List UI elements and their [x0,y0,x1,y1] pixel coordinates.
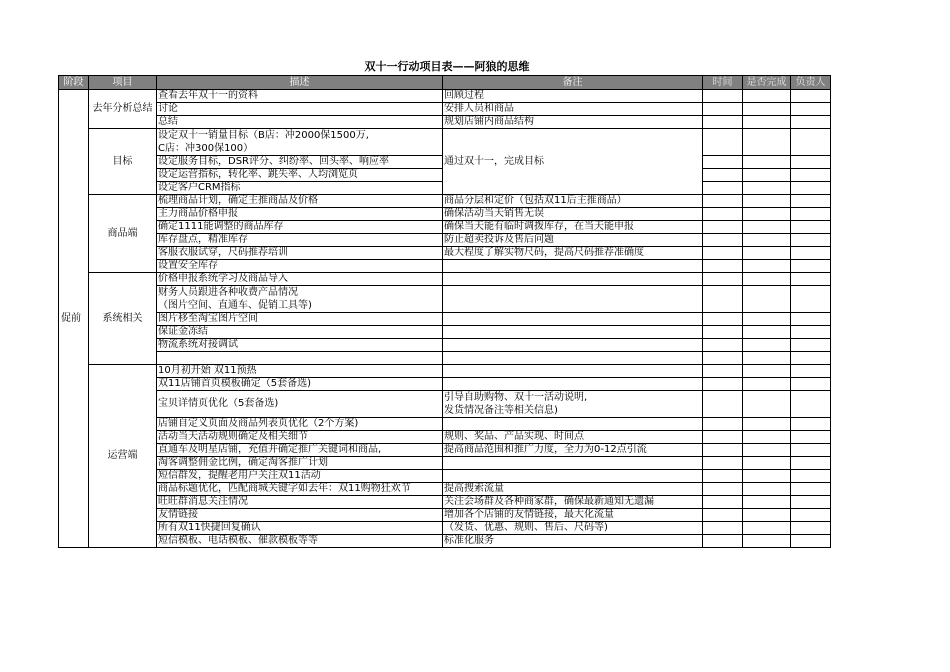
table-row[interactable] [59,286,831,313]
owner-cell[interactable] [791,418,831,431]
table-row[interactable] [59,431,831,444]
done-cell[interactable] [743,234,791,247]
time-cell[interactable] [703,483,743,496]
time-cell[interactable] [703,339,743,352]
time-cell[interactable] [703,535,743,548]
header-time: 时间 [703,76,743,90]
note-cell: 标准化服务 [443,535,703,548]
note-cell [443,313,703,326]
desc-cell: 总结 [157,116,443,129]
time-cell[interactable] [703,90,743,103]
owner-cell[interactable] [791,326,831,339]
header-done: 是否完成 [743,76,791,90]
note-cell: 最大程度了解实物尺码，提高尺码推荐准确度 [443,247,703,260]
table-row[interactable] [59,326,831,339]
owner-cell[interactable] [791,129,831,156]
done-cell[interactable] [743,444,791,457]
desc-cell: 所有双11快捷回复确认 [157,522,443,535]
note-cell: 回顾过程 [443,90,703,103]
desc-cell: 库存盘点，精准库存 [157,234,443,247]
desc-cell: 主力商品价格申报 [157,208,443,221]
desc-cell: 直通车及明星店铺，充值并确定推广关键词和商品, [157,444,443,457]
desc-cell [157,129,443,156]
desc-cell: 友情链接 [157,509,443,522]
desc-cell: 价格申报系统学习及商品导入 [157,273,443,286]
table-row[interactable] [59,457,831,470]
item-cell: 系统相关 [89,273,157,365]
desc-cell [157,352,443,365]
time-cell[interactable] [703,365,743,378]
note-cell: （发货、优惠、规则、售后、尺码等) [443,522,703,535]
table-row[interactable] [59,221,831,234]
desc-cell: 短信模板、电话模板、催款模板等等 [157,535,443,548]
note-cell [443,470,703,483]
table-row[interactable] [59,129,831,156]
item-cell: 目标 [89,129,157,195]
owner-cell[interactable] [791,339,831,352]
time-cell[interactable] [703,378,743,391]
item-cell: 商品端 [89,195,157,273]
desc-cell: 图片移至淘宝图片空间 [157,313,443,326]
note-cell: 提高商品范围和推广力度，全力为0-12点引流 [443,444,703,457]
done-cell[interactable] [743,509,791,522]
header-row [59,76,831,90]
time-cell[interactable] [703,129,743,156]
time-cell[interactable] [703,522,743,535]
done-cell[interactable] [743,129,791,156]
done-cell[interactable] [743,483,791,496]
desc-cell: 客服衣服试穿，尺码推荐培训 [157,247,443,260]
note-cell: 商品分层和定价（包括双11后主推商品） [443,195,703,208]
owner-cell[interactable] [791,509,831,522]
done-cell[interactable] [743,169,791,182]
done-cell[interactable] [743,90,791,103]
done-cell[interactable] [743,352,791,365]
owner-cell[interactable] [791,522,831,535]
owner-cell[interactable] [791,431,831,444]
table-row[interactable] [59,352,831,365]
time-cell[interactable] [703,156,743,169]
done-cell[interactable] [743,365,791,378]
owner-cell[interactable] [791,182,831,195]
owner-cell[interactable] [791,247,831,260]
time-cell[interactable] [703,208,743,221]
desc-line: 设定双十一销量目标（B店：冲2000保1500万, [158,130,369,141]
note-cell [443,326,703,339]
note-cell [443,378,703,391]
time-cell[interactable] [703,352,743,365]
desc-cell: 设定服务目标，DSR评分、纠纷率、回头率、响应率 [157,156,443,169]
desc-cell: 设定客户CRM指标 [157,182,443,195]
note-cell [443,273,703,286]
note-cell: 增加各个店铺的友情链接，最大化流量 [443,509,703,522]
owner-cell[interactable] [791,483,831,496]
owner-cell[interactable] [791,208,831,221]
owner-cell[interactable] [791,169,831,182]
desc-cell: 设置安全库存 [157,260,443,273]
done-cell[interactable] [743,195,791,208]
time-cell[interactable] [703,169,743,182]
table-row[interactable] [59,208,831,221]
desc-cell: 旺旺群消息关注情况 [157,496,443,509]
time-cell[interactable] [703,391,743,418]
time-cell[interactable] [703,286,743,313]
note-cell: 规划店铺内商品结构 [443,116,703,129]
table-row[interactable] [59,535,831,548]
item-cell: 运营端 [89,365,157,548]
note-cell: 通过双十一，完成目标 [443,129,703,195]
done-cell[interactable] [743,260,791,273]
action-items-table [58,75,831,548]
table-row[interactable] [59,90,831,103]
table-row[interactable] [59,247,831,260]
time-cell[interactable] [703,116,743,129]
desc-line: C店：冲300保100） [158,143,254,154]
time-cell[interactable] [703,431,743,444]
desc-cell: 商品标题优化，匹配商城关键字如去年：双11购物狂欢节 [157,483,443,496]
done-cell[interactable] [743,116,791,129]
done-cell[interactable] [743,326,791,339]
done-cell[interactable] [743,496,791,509]
time-cell[interactable] [703,195,743,208]
done-cell[interactable] [743,273,791,286]
table-row[interactable] [59,313,831,326]
table-row[interactable] [59,444,831,457]
table-row[interactable] [59,103,831,116]
owner-cell[interactable] [791,365,831,378]
owner-cell[interactable] [791,234,831,247]
owner-cell[interactable] [791,116,831,129]
note-line: 发货情况备注等相关信息) [444,405,558,416]
table-row[interactable] [59,195,831,208]
note-cell: 规则、奖品、产品实现、时间点 [443,431,703,444]
owner-cell[interactable] [791,221,831,234]
owner-cell[interactable] [791,457,831,470]
owner-cell[interactable] [791,391,831,418]
header-note: 备注 [443,76,703,90]
owner-cell[interactable] [791,535,831,548]
owner-cell[interactable] [791,470,831,483]
sheet-title: 双十一行动项目表——阿狼的思维 [364,60,530,73]
table-row[interactable] [59,391,831,418]
time-cell[interactable] [703,247,743,260]
header-description: 描述 [157,76,443,90]
done-cell[interactable] [743,378,791,391]
table-row[interactable] [59,378,831,391]
desc-cell: 淘客调整佣金比例，确定淘客推广计划 [157,457,443,470]
header-stage: 阶段 [59,76,89,90]
time-cell[interactable] [703,260,743,273]
done-cell[interactable] [743,535,791,548]
time-cell[interactable] [703,103,743,116]
done-cell[interactable] [743,313,791,326]
done-cell[interactable] [743,470,791,483]
owner-cell[interactable] [791,496,831,509]
desc-line: 财务人员跟进各种收费产品情况 [158,287,298,298]
table-row[interactable] [59,470,831,483]
note-cell [443,339,703,352]
done-cell[interactable] [743,522,791,535]
owner-cell[interactable] [791,273,831,286]
desc-cell: 活动当天活动规则确定及相关细节 [157,431,443,444]
note-cell: 确保当天能有临时调拨库存，在当天能申报 [443,221,703,234]
owner-cell[interactable] [791,378,831,391]
time-cell[interactable] [703,457,743,470]
desc-cell: 讨论 [157,103,443,116]
time-cell[interactable] [703,221,743,234]
desc-cell: 10月初开始 双11预热 [157,365,443,378]
owner-cell[interactable] [791,286,831,313]
note-line: 引导自助购物、双十一活动说明, [444,392,588,403]
table-row[interactable] [59,339,831,352]
desc-cell: 确定1111能调整的商品库存 [157,221,443,234]
owner-cell[interactable] [791,260,831,273]
desc-cell [157,286,443,313]
table-row[interactable] [59,234,831,247]
table-row[interactable] [59,509,831,522]
stage-cell: 促前 [59,90,89,548]
note-cell [443,352,703,365]
done-cell[interactable] [743,103,791,116]
owner-cell[interactable] [791,103,831,116]
time-cell[interactable] [703,182,743,195]
done-cell[interactable] [743,221,791,234]
owner-cell[interactable] [791,313,831,326]
note-cell: 安排人员和商品 [443,103,703,116]
done-cell[interactable] [743,286,791,313]
owner-cell[interactable] [791,352,831,365]
table-row[interactable] [59,260,831,273]
note-cell: 确保活动当天销售无误 [443,208,703,221]
time-cell[interactable] [703,234,743,247]
table-row[interactable] [59,496,831,509]
note-cell: 提高搜索流量 [443,483,703,496]
header-owner: 负责人 [791,76,831,90]
time-cell[interactable] [703,496,743,509]
note-cell: 防止超卖投诉及售后问题 [443,234,703,247]
owner-cell[interactable] [791,444,831,457]
desc-cell: 短信群发，提醒老用户关注双11活动 [157,470,443,483]
time-cell[interactable] [703,273,743,286]
table-row[interactable] [59,365,831,378]
done-cell[interactable] [743,457,791,470]
owner-cell[interactable] [791,195,831,208]
note-cell [443,391,703,418]
done-cell[interactable] [743,247,791,260]
time-cell[interactable] [703,313,743,326]
note-cell [443,365,703,378]
note-cell [443,286,703,313]
note-cell [443,418,703,431]
done-cell[interactable] [743,418,791,431]
time-cell[interactable] [703,326,743,339]
done-cell[interactable] [743,391,791,418]
table-row[interactable] [59,522,831,535]
owner-cell[interactable] [791,156,831,169]
header-item: 项目 [89,76,157,90]
time-cell[interactable] [703,418,743,431]
note-cell: 关注会场群及各种商家群，确保最新通知无遗漏 [443,496,703,509]
owner-cell[interactable] [791,90,831,103]
desc-cell: 物流系统对接调试 [157,339,443,352]
time-cell[interactable] [703,470,743,483]
note-cell [443,457,703,470]
desc-cell: 设定运营指标，转化率、跳失率、人均浏览页 [157,169,443,182]
done-cell[interactable] [743,431,791,444]
item-cell: 去年分析总结 [89,90,157,129]
done-cell[interactable] [743,182,791,195]
table-row[interactable] [59,418,831,431]
time-cell[interactable] [703,509,743,522]
desc-cell: 双11店铺首页模板确定（5套备选) [157,378,443,391]
desc-cell: 宝贝详情页优化（5套备选) [157,391,443,418]
table-row[interactable] [59,116,831,129]
done-cell[interactable] [743,156,791,169]
desc-cell: 店铺自定义页面及商品列表页优化（2个方案) [157,418,443,431]
time-cell[interactable] [703,444,743,457]
note-cell [443,260,703,273]
table-row[interactable] [59,483,831,496]
table-row[interactable] [59,273,831,286]
done-cell[interactable] [743,208,791,221]
done-cell[interactable] [743,339,791,352]
desc-cell: 梳理商品计划，确定主推商品及价格 [157,195,443,208]
desc-cell: 保证金冻结 [157,326,443,339]
desc-cell: 查看去年双十一的资料 [157,90,443,103]
desc-line: （图片空间、直通车、促销工具等) [158,300,312,311]
